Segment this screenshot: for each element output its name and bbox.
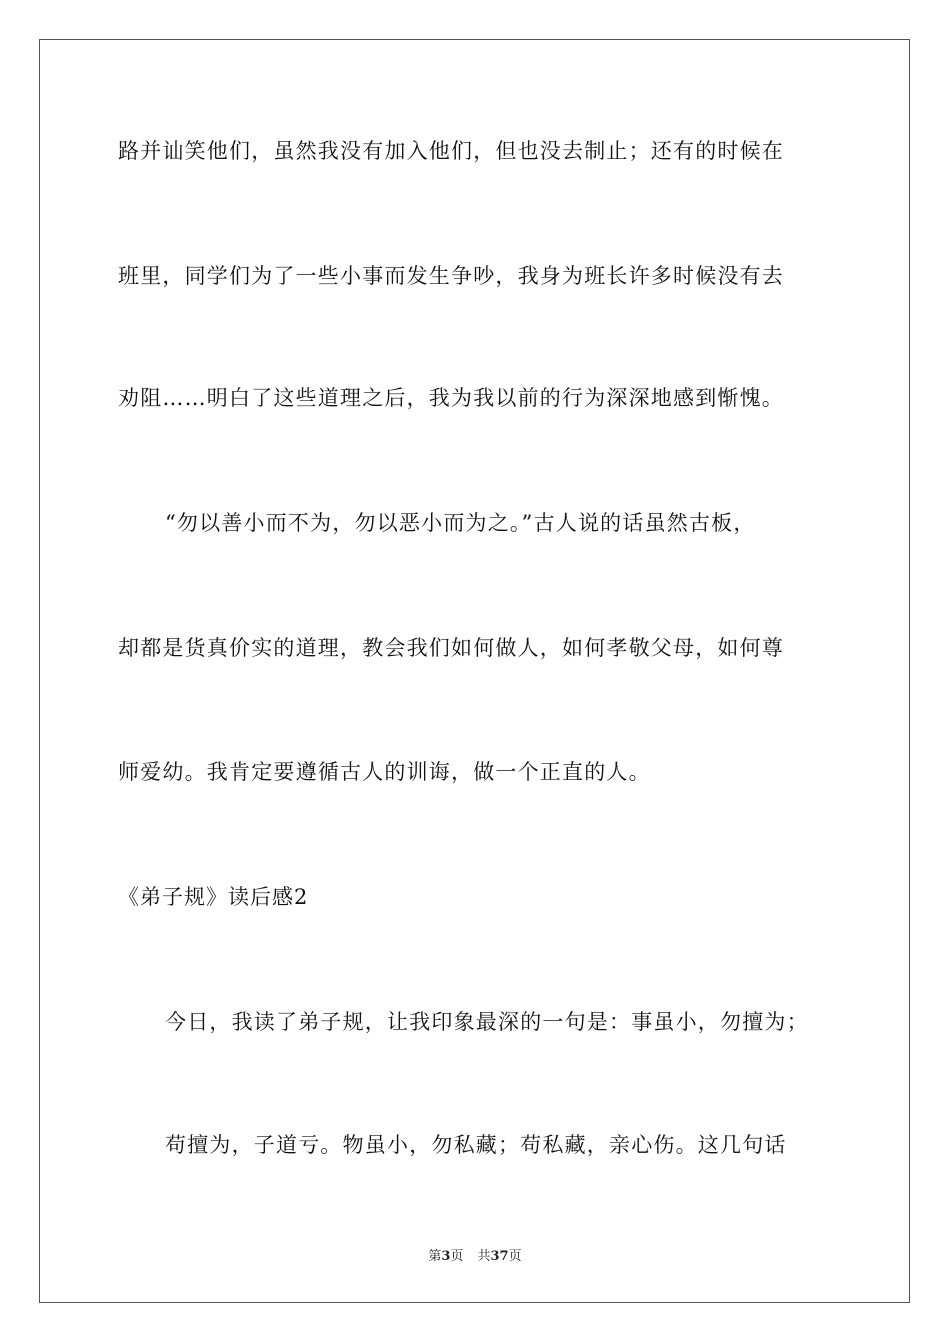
text-line-4: “勿以善小而不为，勿以恶小而为之。”古人说的话虽然古板， [165, 511, 756, 535]
section-title: 《弟子规》读后感2 [118, 885, 309, 909]
footer-page-prefix: 第 [428, 1249, 442, 1264]
text-line-2: 班里，同学们为了一些小事而发生争吵，我身为班长许多时候没有去 [118, 264, 784, 288]
text-line-1: 路并讪笑他们，虽然我没有加入他们，但也没去制止；还有的时候在 [118, 139, 784, 163]
text-line-6: 师爱幼。我肯定要遵循古人的训诲，做一个正直的人。 [118, 760, 651, 784]
footer-total-suffix: 页 [508, 1249, 522, 1264]
text-line-7: 今日，我读了弟子规，让我印象最深的一句是：事虽小，勿擅为； [165, 1010, 809, 1034]
text-line-8: 苟擅为，子道亏。物虽小，勿私藏；苟私藏，亲心伤。这几句话 [165, 1133, 787, 1157]
footer-total-prefix: 共 [477, 1249, 491, 1264]
footer-total-number: 37 [490, 1249, 509, 1264]
footer-page-suffix: 页 [450, 1249, 464, 1264]
page-border [39, 39, 910, 1303]
text-line-5: 却都是货真价实的道理，教会我们如何做人，如何孝敬父母，如何尊 [118, 636, 784, 660]
page-footer [0, 1248, 950, 1266]
footer-page-number: 3 [441, 1249, 451, 1264]
text-line-3: 劝阻……明白了这些道理之后，我为我以前的行为深深地感到惭愧。 [118, 386, 784, 410]
